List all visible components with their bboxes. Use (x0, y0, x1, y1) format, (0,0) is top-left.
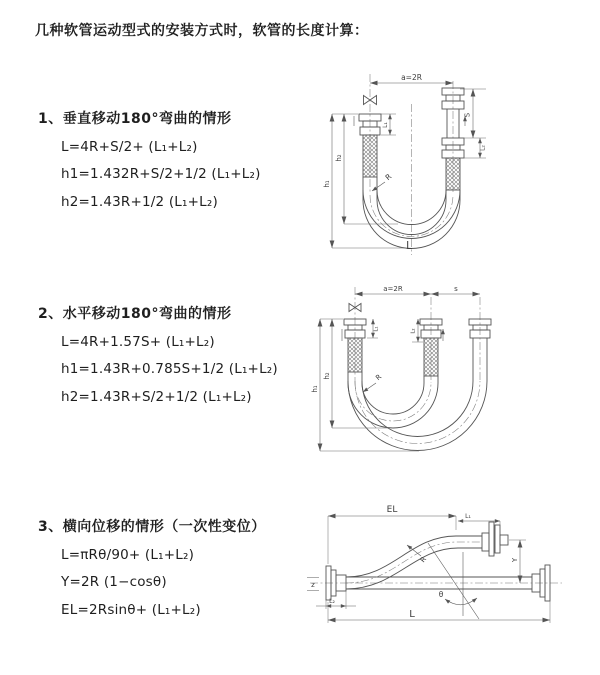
centerlines (355, 287, 480, 383)
hose-displaced-position (346, 536, 482, 589)
left-braided-hose (348, 338, 362, 372)
formula-line: h1=1.43R+0.785S+1/2 (L₁+L₂) (61, 361, 278, 378)
section-horizontal-movement (38, 303, 278, 411)
dim-label-r: R (374, 372, 384, 383)
formula-line: Y=2R (1−cosθ) (61, 574, 167, 591)
dimension-l1 (381, 114, 396, 135)
section-lateral-displacement (38, 516, 266, 624)
dim-label-h1: h₁ (311, 385, 319, 393)
dim-label-r: R (418, 555, 429, 565)
dimension-h1 (311, 319, 419, 451)
upper-flange-displaced (482, 522, 508, 556)
dimension-y (509, 540, 526, 583)
pipe-walls (348, 338, 487, 383)
left-braided-hose (363, 135, 377, 177)
formula-line: h2=1.43R+1/2 (L₁+L₂) (61, 193, 218, 210)
dimension-l1 (367, 319, 380, 338)
formula-line: h2=1.43R+S/2+1/2 (L₁+L₂) (61, 388, 252, 405)
section-2-formulas (61, 328, 278, 411)
dim-label-r: R (383, 171, 394, 183)
dim-label-l2: L₂ (329, 598, 335, 605)
formula-line: L=4R+S/2+ (L₁+L₂) (61, 138, 198, 155)
formula-line: EL=2Rsinθ+ (L₁+L₂) (61, 601, 201, 618)
middle-braided-hose (424, 338, 438, 376)
dim-label-l: L (409, 609, 415, 620)
dim-label-h2: h₂ (335, 154, 343, 162)
dim-label-theta: θ (438, 590, 444, 599)
dim-label-y: Y (511, 557, 519, 563)
dim-label-l1: L₁ (382, 122, 389, 128)
centerlines (370, 74, 453, 255)
right-braided-hose (446, 158, 460, 190)
formula-line: L=4R+1.57S+ (L₁+L₂) (61, 333, 215, 350)
dimension-h1 (323, 114, 406, 248)
dim-label-l2: L₂ (410, 328, 417, 334)
angle-construction (428, 543, 479, 619)
dim-label-h1: h₁ (323, 180, 331, 188)
dimension-s (431, 285, 480, 294)
dim-label-l1: L₁ (373, 326, 380, 332)
formula-line: L=πRθ/90+ (L₁+L₂) (61, 546, 195, 563)
page-title: 几种软管运动型式的安装方式时，软管的长度计算： (35, 23, 369, 39)
section-1-formulas (61, 133, 261, 216)
centerline-mark (307, 578, 319, 591)
radius-callout (363, 373, 383, 392)
u-bend-initial (348, 383, 438, 428)
section-vertical-movement (38, 108, 261, 216)
dimension-el (328, 505, 456, 564)
dim-label-l2: L₂ (479, 145, 487, 151)
centerline-mark-label: z (311, 581, 315, 589)
dim-label-l: L (406, 240, 412, 252)
section-2-heading: 2、水平移动180°弯曲的情形 (38, 306, 232, 322)
section-1-heading: 1、垂直移动180°弯曲的情形 (38, 111, 232, 127)
dim-label-a2r: a=2R (401, 73, 422, 82)
formula-line: h1=1.432R+S/2+1/2 (L₁+L₂) (61, 166, 261, 183)
diagram-vertical-180-bend (310, 68, 580, 263)
dim-label-el: EL (386, 505, 398, 515)
dim-label-s: s (454, 285, 458, 293)
dimension-a2r (370, 73, 453, 83)
section-3-formulas (61, 541, 266, 624)
dim-label-s: S (463, 112, 472, 118)
diagram-lateral-displacement (298, 494, 593, 644)
radius-callout (407, 545, 428, 564)
dim-label-l1: L₁ (465, 513, 471, 520)
dimension-l (328, 601, 550, 623)
diagram-horizontal-180-bend (306, 283, 591, 458)
u-bend-displaced (348, 381, 487, 451)
dim-label-h2: h₂ (323, 372, 331, 380)
dimension-l2 (480, 138, 487, 158)
dim-label-a2r: a=2R (383, 285, 403, 293)
section-3-heading: 3、横向位移的情形（一次性变位） (38, 519, 266, 535)
dimension-a2r (355, 285, 431, 294)
